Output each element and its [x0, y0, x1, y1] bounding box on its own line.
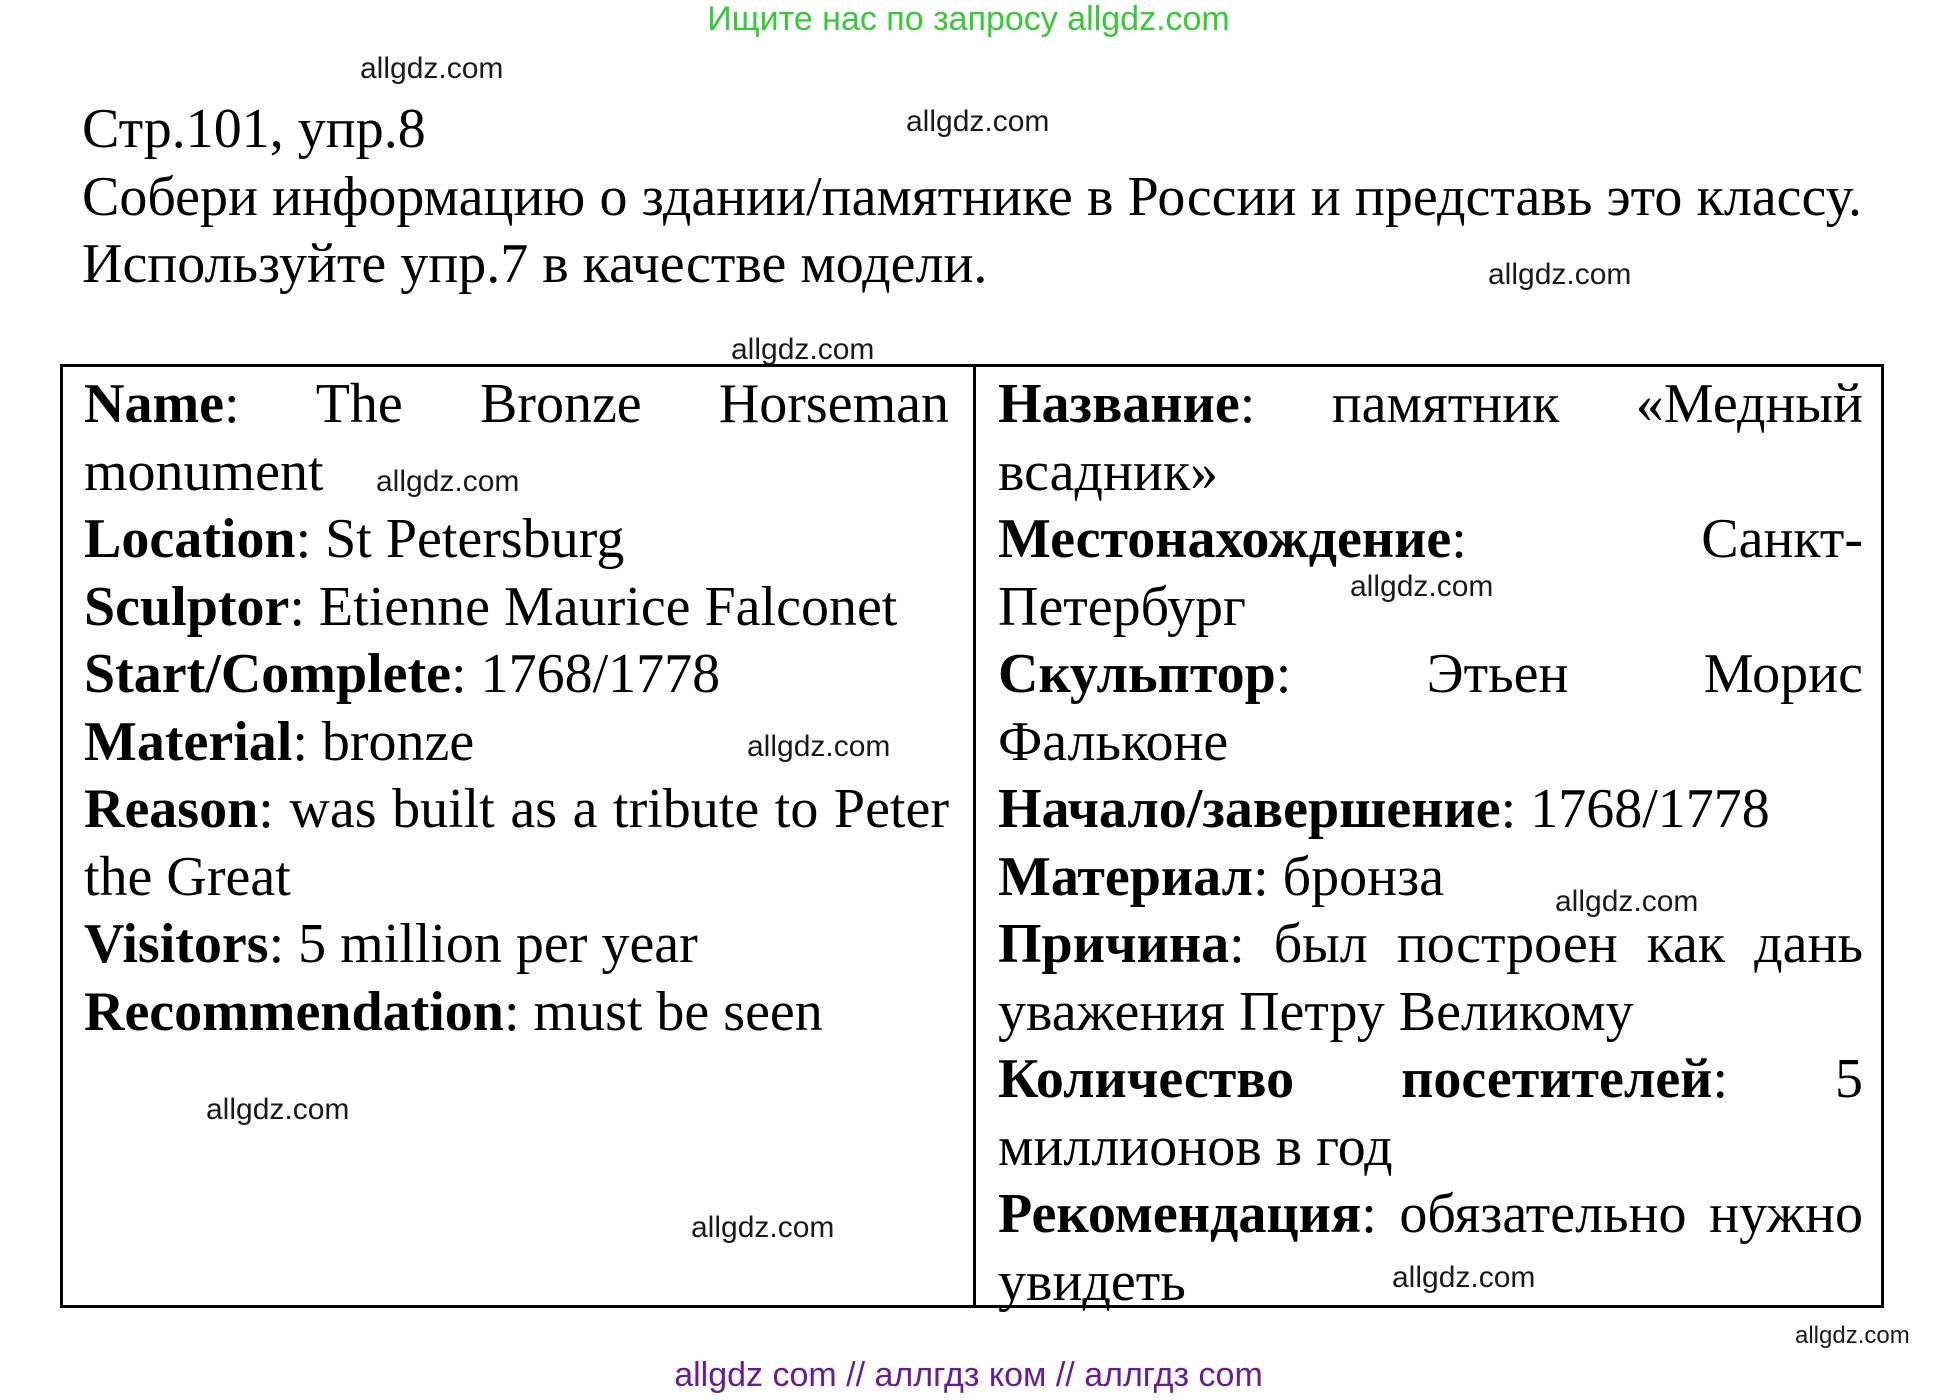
row-value: обязательно нужно увидеть [998, 1183, 1863, 1313]
watermark: allgdz.com [691, 1211, 835, 1244]
row-label: Location [84, 508, 296, 570]
info-row-reason: Reason: was built as a tribute to Peter the Great [84, 778, 949, 908]
row-value: bronze [321, 710, 475, 773]
row-label: Name [84, 373, 224, 435]
watermark: allgdz.com [1795, 1322, 1910, 1349]
info-row-name: Название: памятник «Медный всадник» [998, 373, 1863, 503]
row-label: Начало/завершение [998, 778, 1501, 840]
row-value: Санкт-Петербург [998, 508, 1863, 638]
row-value: was built as a tribute to Peter the Great [84, 778, 949, 908]
page-reference: Стр.101, упр.8 [82, 98, 426, 160]
info-row-sculptor: Скульптор: Этьен Морис Фальконе [998, 643, 1864, 773]
row-label: Sculptor [84, 575, 290, 638]
info-row-recommendation: Рекомендация: обязательно нужно увидеть [998, 1183, 1863, 1313]
info-row-location: Местонахождение: Санкт-Петербург [998, 508, 1863, 638]
row-label: Рекомендация [998, 1183, 1362, 1245]
russian-column [998, 371, 1863, 1316]
column-divider [973, 367, 976, 1305]
footer-link[interactable]: аллгдз com [1084, 1356, 1263, 1394]
row-value: The Bronze Horseman monument [84, 373, 949, 503]
info-row-material: Материал: бронза [998, 845, 1445, 908]
info-row-dates: Start/Complete: 1768/1778 [84, 643, 721, 705]
info-row-sculptor: Sculptor: Etienne Maurice Falconet [84, 575, 898, 638]
footer-separator: // [1055, 1356, 1075, 1394]
info-row-visitors: Visitors: 5 million per year [84, 913, 698, 975]
row-label: Reason [84, 778, 259, 840]
row-value: 5 миллионов в год [998, 1048, 1863, 1178]
task-text: Собери информацию о здании/памятнике в России и представь это классу. Используйте упр.7 в качестве модели. [82, 166, 1862, 295]
watermark: allgdz.com [1488, 258, 1632, 291]
row-label: Visitors [84, 913, 269, 975]
info-row-visitors: Количество посетителей: 5 миллионов в год [998, 1048, 1863, 1178]
row-value: 1768/1778 [480, 643, 721, 705]
watermark: allgdz.com [1555, 885, 1699, 918]
watermark: allgdz.com [206, 1093, 350, 1126]
row-value: памятник «Медный всадник» [998, 373, 1863, 503]
watermark: allgdz.com [1350, 570, 1494, 603]
row-label: Recommendation [84, 980, 504, 1043]
watermark: allgdz.com [747, 730, 891, 763]
row-value: был построен как дань уважения Петру Великому [998, 913, 1863, 1043]
watermark: allgdz.com [360, 52, 504, 85]
row-label: Material [84, 710, 293, 773]
footer-separator: // [846, 1356, 866, 1394]
watermark: allgdz.com [906, 105, 1050, 138]
info-table [60, 364, 1884, 1313]
footer-links [0, 1356, 1937, 1395]
info-row-dates: Начало/завершение: 1768/1778 [998, 778, 1770, 840]
watermark: allgdz.com [1392, 1261, 1536, 1294]
row-value: St Petersburg [325, 508, 625, 570]
row-label: Местонахождение [998, 508, 1452, 570]
row-label: Название [998, 373, 1240, 435]
info-row-reason: Причина: был построен как дань уважения Петру Великому [998, 913, 1863, 1043]
watermark: allgdz.com [731, 333, 875, 366]
info-row-material: Material: bronze [84, 710, 475, 773]
row-label: Start/Complete [84, 643, 452, 705]
row-label: Скульптор [998, 643, 1276, 705]
footer-link[interactable]: аллгдз ком [874, 1356, 1047, 1394]
search-banner: Ищите нас по запросу allgdz.com [707, 0, 1230, 38]
row-value: 1768/1778 [1530, 778, 1770, 840]
row-value: Этьен Морис Фальконе [998, 643, 1864, 773]
info-row-name: Name: The Bronze Horseman monument [84, 373, 949, 503]
row-value: Etienne Maurice Falconet [318, 575, 898, 638]
row-value: 5 million per year [298, 913, 698, 975]
watermark: allgdz.com [376, 465, 520, 498]
footer-link[interactable]: allgdz com [674, 1356, 837, 1394]
row-value: бронза [1282, 845, 1445, 908]
row-value: must be seen [533, 980, 823, 1043]
row-label: Количество посетителей [998, 1048, 1713, 1110]
row-label: Причина [998, 913, 1230, 975]
row-label: Материал [998, 845, 1254, 908]
info-row-location: Location: St Petersburg [84, 508, 625, 570]
info-row-recommendation: Recommendation: must be seen [84, 980, 823, 1043]
